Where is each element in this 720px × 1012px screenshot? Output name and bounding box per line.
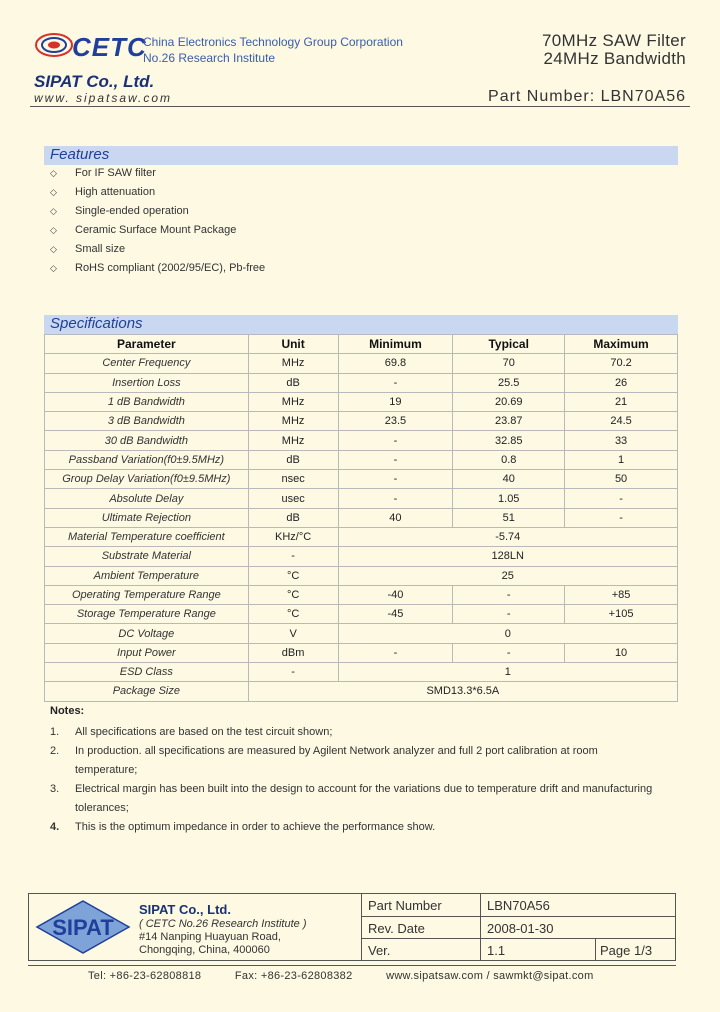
table-row: Package Size SMD13.3*6.5A [45,682,678,701]
diamond-bullet-icon: ◇ [50,205,57,216]
note-item: 2. In production. all specifications are measured by Agilent Network analyzer and full 2 port calibration at room temperature; [50,745,598,776]
table-row: Substrate Material - 128LN [45,547,678,566]
diamond-bullet-icon: ◇ [50,186,57,197]
table-row: 1 dB Bandwidth MHz 19 20.69 21 [45,392,678,411]
table-row: Insertion Loss dB - 25.5 26 [45,373,678,392]
svg-text:SIPAT: SIPAT [52,915,114,940]
table-row: Ultimate Rejection dB 40 51 - [45,508,678,527]
footer-contact: Tel: +86-23-62808818 Fax: +86-23-62808382 www.sipatsaw.com / sawmkt@sipat.com [88,970,594,982]
sipat-logo-icon [35,899,131,955]
footer-part-number-value: LBN70A56 [487,898,550,913]
footer-rev-date-label: Rev. Date [368,921,425,936]
note-item: 3. Electrical margin has been built into the design to account for the variations due to temperature drift and manufacturing tolerances; [50,783,653,814]
table-row: 30 dB Bandwidth MHz - 32.85 33 [45,431,678,450]
table-row: Center Frequency MHz 69.8 70 70.2 [45,354,678,373]
table-row: DC Voltage V 0 [45,624,678,643]
part-number: Part Number: LBN70A56 [488,88,686,105]
table-row: Operating Temperature Range °C -40 - +85 [45,585,678,604]
company-name: SIPAT Co., Ltd. [34,72,155,91]
diamond-bullet-icon: ◇ [50,262,57,273]
product-title-2: 24MHz Bandwidth [543,49,686,68]
footer-divider [28,965,676,966]
table-row: ESD Class - 1 [45,663,678,682]
table-row: Ambient Temperature °C 25 [45,566,678,585]
features-title: Features [50,146,110,163]
header-divider [30,106,690,107]
footer-ver-label: Ver. [368,943,391,958]
feature-item: ◇ Ceramic Surface Mount Package [50,224,237,236]
feature-item: ◇ RoHS compliant (2002/95/EC), Pb-free [50,262,266,274]
table-row: Storage Temperature Range °C -45 - +105 [45,605,678,624]
specifications-table [44,334,678,702]
header-typical: Typical [453,335,565,354]
footer-rev-date-value: 2008-01-30 [487,921,554,936]
table-row: Group Delay Variation(f0±9.5MHz) nsec - 40 50 [45,470,678,489]
footer-part-number-label: Part Number [368,898,442,913]
header-unit: Unit [248,335,338,354]
features-section-bar [44,146,678,165]
footer-institute: ( CETC No.26 Research Institute ) [139,918,307,930]
note-item: 4. This is the optimum impedance in order to achieve the performance show. [50,821,436,833]
table-row: Input Power dBm - - 10 [45,643,678,662]
feature-item: ◇ Single-ended operation [50,205,189,217]
note-item: 1. All specifications are based on the test circuit shown; [50,726,333,738]
footer-company: SIPAT Co., Ltd. [139,902,231,917]
product-title-1: 70MHz SAW Filter [542,31,686,50]
cetc-logo-icon [34,30,74,60]
header-parameter: Parameter [45,335,249,354]
table-row: Passband Variation(f0±9.5MHz) dB - 0.8 1 [45,450,678,469]
header-minimum: Minimum [338,335,453,354]
diamond-bullet-icon: ◇ [50,167,57,178]
diamond-bullet-icon: ◇ [50,243,57,254]
feature-item: ◇ High attenuation [50,186,156,198]
website-link[interactable]: www. sipatsaw.com [34,91,173,105]
header-maximum: Maximum [565,335,678,354]
diamond-bullet-icon: ◇ [50,224,57,235]
footer-ver-value: 1.1 [487,943,506,958]
table-row: Absolute Delay usec - 1.05 - [45,489,678,508]
footer-address-2: Chongqing, China, 400060 [139,944,270,956]
org-line-1: China Electronics Technology Group Corporation [143,35,403,49]
table-row: Material Temperature coefficient KHz/°C -5.74 [45,527,678,546]
table-header-row [45,335,678,354]
footer-address-1: #14 Nanping Huayuan Road, [139,931,281,943]
footer-page-label: Page 1/3 [600,943,653,958]
table-row: 3 dB Bandwidth MHz 23.5 23.87 24.5 [45,412,678,431]
feature-item: ◇ Small size [50,243,126,255]
notes-title: Notes: [50,705,85,717]
org-line-2: No.26 Research Institute [143,51,276,65]
specifications-title: Specifications [50,315,143,332]
cetc-logo-text: CETC [72,32,147,62]
footer-box [28,893,676,961]
feature-item: ◇ For IF SAW filter [50,167,156,179]
